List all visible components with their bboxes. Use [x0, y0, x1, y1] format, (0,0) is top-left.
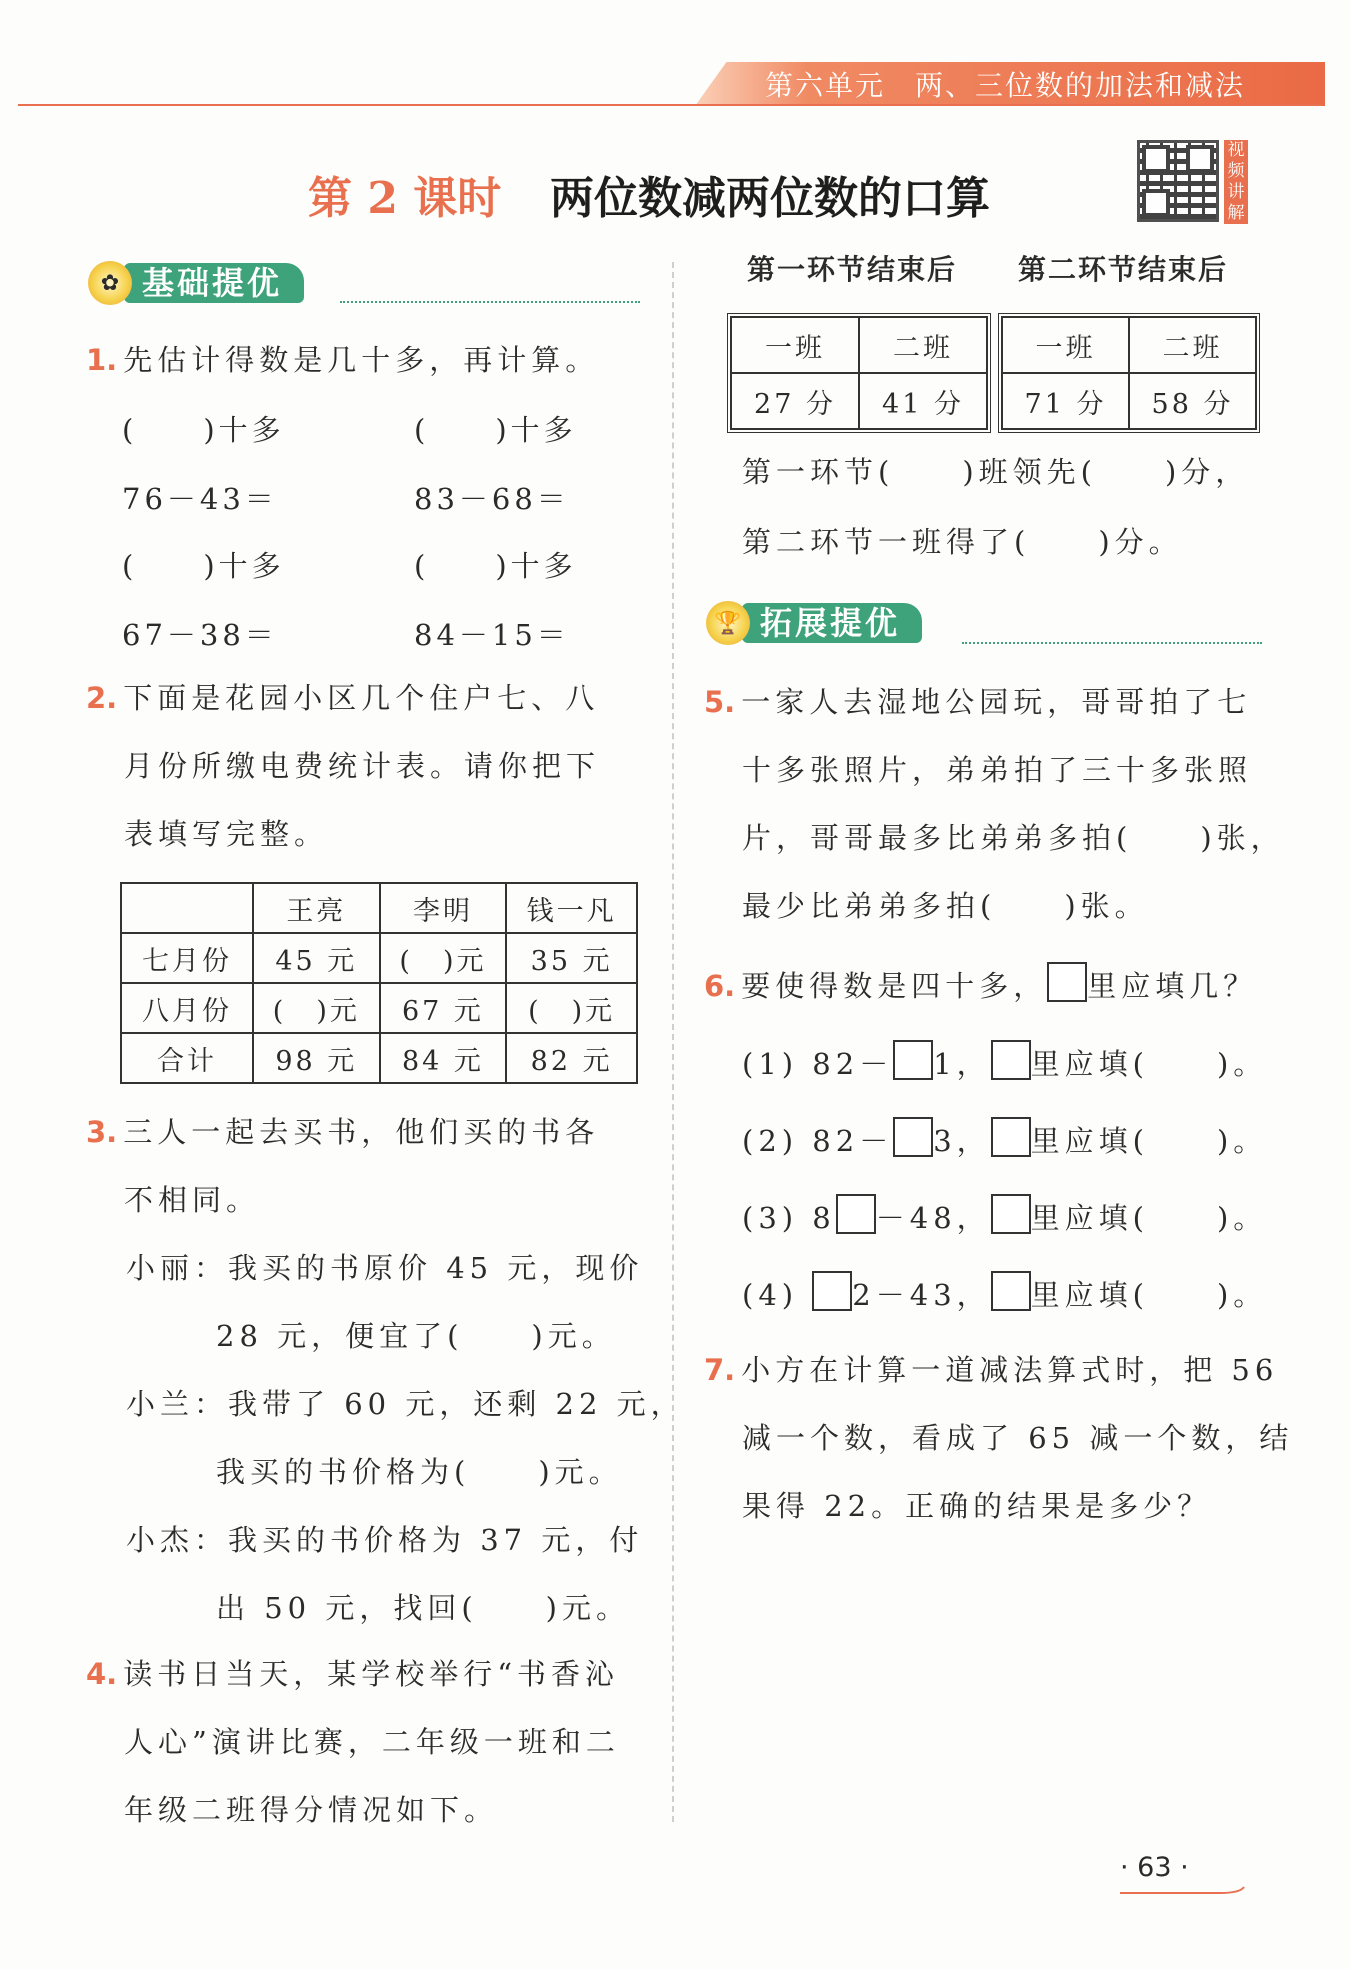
table-header-row	[731, 317, 987, 373]
q1-estimate-2[interactable]: ( )十多	[414, 413, 577, 447]
q3-speaker-2-line-1: 小兰：我带了 60 元，还剩 22 元，	[126, 1387, 685, 1421]
table-header-row	[121, 883, 637, 933]
table-header-cell: 钱一凡	[506, 883, 637, 933]
table-cell: 八月份	[121, 983, 253, 1033]
question-1	[86, 326, 599, 394]
q4-line-1: 读书日当天，某学校举行“书香沁	[123, 1657, 620, 1691]
question-number: 3.	[86, 1115, 118, 1149]
table-row	[121, 1033, 637, 1083]
q6-item-mid: 2－43，	[852, 1278, 991, 1312]
q5-line-3[interactable]: 片，哥哥最多比弟弟多拍( )张，	[742, 821, 1285, 855]
question-number: 4.	[86, 1657, 118, 1691]
section-basic-rule	[340, 301, 640, 303]
table-cell: 71 分	[1002, 373, 1129, 429]
q6-item-prefix: (3) 8	[742, 1201, 836, 1235]
table-header-cell: 一班	[731, 317, 859, 373]
q4-line-3: 年级二班得分情况如下。	[124, 1793, 499, 1827]
q4-answer-2[interactable]: 第二环节一班得了( )分。	[742, 525, 1183, 559]
table-header-cell: 王亮	[253, 883, 380, 933]
lesson-title: 两位数减两位数的口算	[550, 173, 990, 224]
q6-item-2	[742, 1107, 1267, 1175]
q3-speaker-3-line-1: 小杰：我买的书价格为 37 元，付	[126, 1523, 644, 1557]
q6-text-a: 要使得数是四十多，	[741, 969, 1048, 1003]
question-5	[704, 668, 1285, 940]
question-number: 7.	[704, 1353, 736, 1387]
question-number: 2.	[86, 681, 118, 715]
table-cell: 67 元	[380, 983, 507, 1033]
question-number: 5.	[704, 685, 736, 719]
q3-line-1: 三人一起去买书，他们买的书各	[123, 1115, 600, 1149]
q1-expression-2[interactable]: 83－68＝	[414, 482, 570, 516]
section-basic-badge	[88, 262, 304, 304]
table-header-cell: 一班	[1002, 317, 1129, 373]
q7-line-2: 减一个数，看成了 65 减一个数，结	[742, 1421, 1294, 1455]
table-cell: 98 元	[253, 1033, 380, 1083]
table-cell: 35 元	[506, 933, 637, 983]
table-header-cell: 李明	[380, 883, 507, 933]
section-extend-label: 拓展提优	[742, 603, 922, 643]
table-cell-blank[interactable]: ( )元	[253, 983, 380, 1033]
blank-box[interactable]	[991, 1194, 1031, 1234]
blank-box[interactable]	[893, 1117, 933, 1157]
q7-line-1: 小方在计算一道减法算式时，把 56	[741, 1353, 1279, 1387]
table-cell: 合计	[121, 1033, 253, 1083]
blank-box[interactable]	[1047, 962, 1087, 1002]
table-cell-blank[interactable]: ( )元	[380, 933, 507, 983]
q6-item-3	[742, 1184, 1267, 1252]
blank-box[interactable]	[812, 1271, 852, 1311]
q6-item-mid: －48，	[875, 1201, 991, 1235]
q6-item-prefix: (4)	[742, 1278, 813, 1312]
q2-line-2: 月份所缴电费统计表。请你把下	[124, 749, 601, 783]
table-cell: 45 元	[253, 933, 380, 983]
round-2-caption: 第二环节结束后	[1018, 253, 1229, 286]
q2-line-1: 下面是花园小区几个住户七、八	[123, 681, 600, 715]
q6-item-prefix: (2) 82－	[742, 1124, 894, 1158]
q2-line-3: 表填写完整。	[124, 817, 329, 851]
header-rule	[18, 104, 1323, 106]
table-cell: 84 元	[380, 1033, 507, 1083]
round-1-table	[730, 316, 988, 430]
table-cell: 41 分	[859, 373, 987, 429]
table-header-cell: 二班	[1129, 317, 1256, 373]
blank-box[interactable]	[836, 1194, 876, 1234]
q6-item-answer[interactable]: 里应填( )。	[1030, 1278, 1268, 1312]
q1-estimate-1[interactable]: ( )十多	[122, 413, 285, 447]
round-2-table	[1001, 316, 1257, 430]
q6-item-1	[742, 1030, 1267, 1098]
q3-speaker-1-line-2[interactable]: 28 元，便宜了( )元。	[216, 1319, 616, 1353]
trophy-icon: 🏆	[706, 601, 750, 645]
table-row	[731, 373, 987, 429]
round-1-caption: 第一环节结束后	[747, 253, 958, 286]
question-2	[86, 664, 600, 868]
table-header-row	[1002, 317, 1256, 373]
page-number: · 63 ·	[1120, 1852, 1189, 1883]
blank-box[interactable]	[991, 1117, 1031, 1157]
qr-video-label: 视频讲解	[1224, 140, 1248, 224]
section-extend-rule	[962, 642, 1262, 644]
section-basic-label: 基础提优	[124, 263, 304, 303]
q6-item-4	[742, 1261, 1267, 1329]
table-row	[121, 983, 637, 1033]
q6-item-answer[interactable]: 里应填( )。	[1030, 1124, 1268, 1158]
q4-answer-1[interactable]: 第一环节( )班领先( )分，	[742, 455, 1250, 489]
qr-code-icon[interactable]	[1137, 140, 1219, 222]
table-cell: 27 分	[731, 373, 859, 429]
question-4	[86, 1640, 620, 1844]
q5-line-4[interactable]: 最少比弟弟多拍( )张。	[742, 889, 1149, 923]
blank-box[interactable]	[991, 1271, 1031, 1311]
blank-box[interactable]	[991, 1040, 1031, 1080]
q4-line-2: 人心”演讲比赛，二年级一班和二	[124, 1725, 620, 1759]
section-extend-badge	[706, 602, 922, 644]
q6-item-prefix: (1) 82－	[742, 1047, 894, 1081]
q6-item-answer[interactable]: 里应填( )。	[1030, 1047, 1268, 1081]
question-1-text: 先估计得数是几十多，再计算。	[123, 343, 600, 377]
q1-estimate-3[interactable]: ( )十多	[122, 549, 285, 583]
table-cell: 58 分	[1129, 373, 1256, 429]
question-number: 1.	[86, 343, 118, 377]
q1-expression-3[interactable]: 67－38＝	[122, 618, 278, 652]
question-3	[86, 1098, 599, 1234]
q3-speaker-1-line-1: 小丽：我买的书原价 45 元，现价	[126, 1251, 644, 1285]
unit-title: 第六单元 两、三位数的加法和减法	[765, 69, 1246, 102]
q3-speakers	[126, 1234, 685, 1642]
lesson-number: 第 2 课时	[308, 173, 502, 224]
table-cell-blank[interactable]: ( )元	[506, 983, 637, 1033]
table-header-cell: 二班	[859, 317, 987, 373]
q6-item-answer[interactable]: 里应填( )。	[1030, 1201, 1268, 1235]
table-row	[1002, 373, 1256, 429]
q6-item-mid: 3，	[933, 1124, 991, 1158]
q6-item-mid: 1，	[933, 1047, 991, 1081]
table-header-cell	[121, 883, 253, 933]
table-cell: 82 元	[506, 1033, 637, 1083]
blank-box[interactable]	[893, 1040, 933, 1080]
question-7	[704, 1336, 1293, 1540]
flower-icon: ✿	[88, 261, 132, 305]
q1-expression-4[interactable]: 84－15＝	[414, 618, 570, 652]
q1-estimate-4[interactable]: ( )十多	[414, 549, 577, 583]
table-cell: 七月份	[121, 933, 253, 983]
table-row	[121, 933, 637, 983]
q6-text-b: 里应填几？	[1087, 969, 1258, 1003]
page-swoosh-icon	[1120, 1885, 1250, 1897]
q5-line-1: 一家人去湿地公园玩，哥哥拍了七	[741, 685, 1252, 719]
q5-line-2: 十多张照片，弟弟拍了三十多张照	[742, 753, 1253, 787]
q7-line-3: 果得 22。正确的结果是多少？	[742, 1489, 1212, 1523]
q3-line-2: 不相同。	[124, 1183, 261, 1217]
q1-expression-1[interactable]: 76－43＝	[122, 482, 278, 516]
question-number: 6.	[704, 969, 736, 1003]
q3-speaker-3-line-2[interactable]: 出 50 元，找回( )元。	[216, 1591, 630, 1625]
question-6	[704, 952, 1257, 1020]
q3-speaker-2-line-2[interactable]: 我买的书价格为( )元。	[216, 1455, 623, 1489]
electricity-table	[120, 882, 638, 1084]
